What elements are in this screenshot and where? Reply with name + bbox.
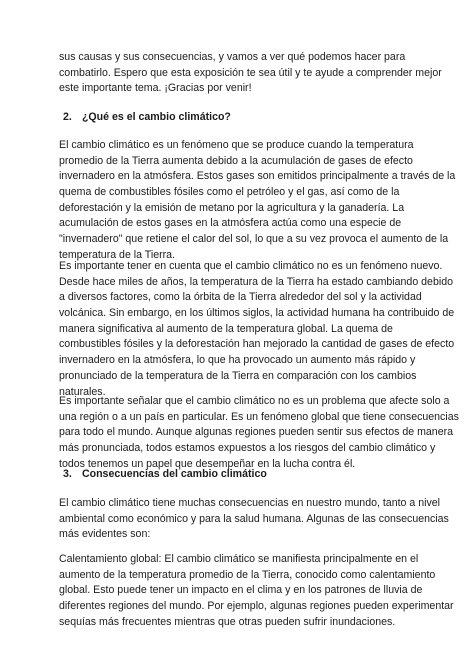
- text-line: invernadero en la atmósfera, lo que ha provocado un aumento más rápido y: [59, 354, 416, 367]
- section-3-heading: [59, 467, 429, 483]
- text-line: invernadero en la atmósfera. Estos gases son emitidos principalmente a través de la: [59, 170, 456, 183]
- section-2-heading: [59, 110, 429, 126]
- text-line: una región o a un país en particular. Es un fenómeno global que tiene consecuencias: [59, 410, 459, 423]
- text-line: global. Esto puede tener un impacto en el clima y en los patrones de lluvia de: [59, 584, 423, 597]
- text-line: Es importante tener en cuenta que el cambio climático no es un fenómeno nuevo.: [59, 260, 443, 272]
- text-line: acumulación de estos gases en la atmósfera actúa como una especie de: [59, 217, 402, 230]
- text-line: aumento de la temperatura promedio de la Tierra, conocido como calentamiento: [59, 568, 436, 581]
- text-line: Calentamiento global: El cambio climático se manifiesta principalmente en el: [59, 553, 419, 565]
- section-number: 3.: [63, 468, 72, 480]
- section-2-paragraph-2: [59, 259, 455, 400]
- text-line: todos tenemos un papel que desempeñar en la lucha contra él.: [59, 457, 356, 470]
- text-line: temperatura de la Tierra.: [59, 248, 175, 261]
- text-line: este importante tema. ¡Gracias por venir!: [59, 82, 252, 95]
- text-line: diferentes regiones del mundo. Por ejemplo, algunas regiones pueden experimentar: [59, 600, 454, 613]
- section-2-paragraph-3: [59, 394, 459, 472]
- text-line: sus causas y sus consecuencias, y vamos a ver qué podemos hacer para: [59, 51, 406, 63]
- text-line: a diversos factores, como la órbita de la Tierra alrededor del sol y la actividad: [59, 291, 422, 304]
- text-line: Desde hace miles de años, la temperatura de la Tierra ha estado cambiando debido: [59, 275, 453, 288]
- text-line: El cambio climático tiene muchas consecuencias en nuestro mundo, tanto a nivel: [59, 497, 440, 509]
- section-title: ¿Qué es el cambio climático?: [81, 111, 231, 123]
- text-line: más pronunciada, todos estamos expuestos a los riesgos del cambio climático y: [59, 442, 436, 455]
- text-line: combustibles fósiles y la deforestación han mejorado la cantidad de gases de efecto: [59, 338, 455, 351]
- section-number: 2.: [63, 111, 72, 123]
- intro-paragraph: [59, 50, 442, 97]
- text-line: volcánica. Sin embargo, en los últimos siglos, la actividad humana ha contribuido de: [59, 307, 455, 320]
- text-line: "invernadero" que retiene el calor del sol, lo que a su vez provoca el aumento de la: [59, 233, 449, 246]
- text-line: El cambio climático es un fenómeno que se produce cuando la temperatura: [59, 139, 414, 151]
- text-line: naturales.: [59, 385, 106, 398]
- text-line: pronunciado de la temperatura de la Tierra en comparación con los cambios: [59, 369, 417, 382]
- text-line: para todo el mundo. Aunque algunas regiones pueden sentir sus efectos de manera: [59, 426, 454, 439]
- section-title: Consecuencias del cambio climático: [81, 468, 267, 480]
- text-line: quema de combustibles fósiles como el petróleo y el gas, así como de la: [59, 186, 400, 199]
- section-3-paragraph-2: [59, 552, 454, 630]
- section-2-paragraph-1: [59, 138, 456, 264]
- text-line: sequías más frecuentes mientras que otras pueden sufrir inundaciones.: [59, 615, 396, 628]
- text-line: deforestación y la emisión de metano por la agricultura y la ganadería. La: [59, 201, 405, 214]
- section-3-paragraph-1: [59, 496, 449, 543]
- text-line: ambiental como económico y para la salud humana. Algunas de las consecuencias: [59, 512, 449, 525]
- text-line: manera significativa al aumento de la temperatura global. La quema de: [59, 322, 393, 335]
- text-line: más evidentes son:: [59, 528, 151, 541]
- text-line: combatirlo. Espero que esta exposición te sea útil y te ayude a comprender mejor: [59, 66, 442, 79]
- text-line: promedio de la Tierra aumenta debido a la acumulación de gases de efecto: [59, 154, 413, 167]
- text-line: Es importante señalar que el cambio climático no es un problema que afecte solo a: [59, 395, 450, 407]
